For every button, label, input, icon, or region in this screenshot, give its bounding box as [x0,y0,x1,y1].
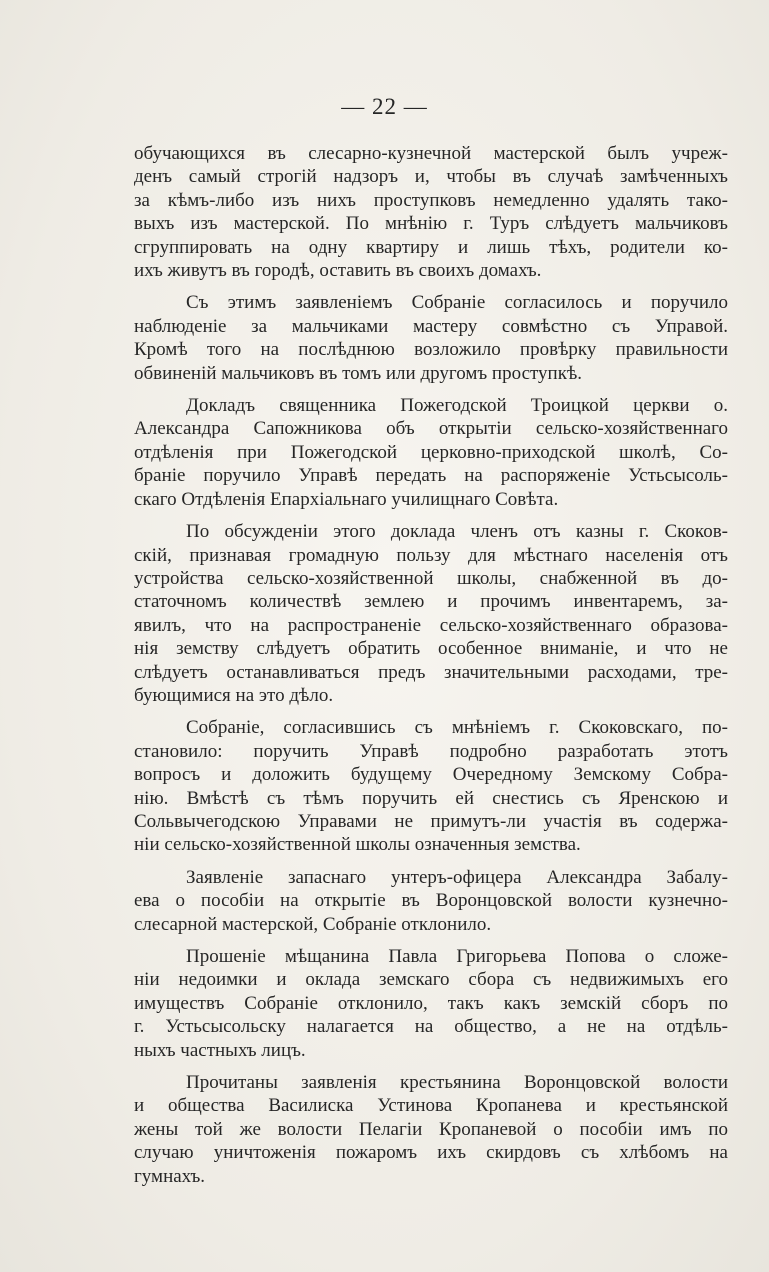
text-line: слѣдуетъ останавливаться предъ значительными расходами, тре- [134,661,728,683]
text-line: Заявленіе запаснаго унтеръ-офицера Александра Забалу- [186,866,728,888]
text-line: статочномъ количествѣ землею и прочимъ инвентаремъ, за- [134,591,728,613]
text-line: гумнахъ. [134,1165,206,1187]
text-line: скій, признавая громадную пользу для мѣстнаго населенія отъ [134,544,728,566]
text-line: браніе поручило Управѣ передать на распоряженіе Устьсысоль- [134,465,728,487]
text-line: бующимися на это дѣло. [134,684,334,706]
paragraph [134,945,728,1062]
paragraph [134,394,728,511]
paragraph [134,142,728,282]
text-line: ніи недоимки и оклада земскаго сбора съ недвижимыхъ его [134,969,728,991]
paragraph [134,1071,728,1188]
page-number: — 22 — [341,94,428,119]
text-line: По обсужденіи этого доклада членъ отъ казны г. Скоков- [186,521,728,543]
text-line: случаю уничтоженія пожаромъ ихъ скирдовъ съ хлѣбомъ на [134,1142,728,1164]
paragraph [134,716,728,856]
text-line: Прочитаны заявленія крестьянина Воронцовской волости [186,1072,728,1094]
text-line: скаго Отдѣленія Епархіальнаго училищнаго Совѣта. [134,488,559,510]
text-line: становило: поручить Управѣ подробно разработать этотъ [134,740,728,762]
text-line: ныхъ частныхъ лицъ. [134,1039,306,1061]
text-line: Съ этимъ заявленіемъ Собраніе согласилось и поручило [186,292,728,314]
text-line: Собраніе, согласившись съ мнѣніемъ г. Скоковскаго, по- [186,717,728,739]
text-line: обвиненій мальчиковъ въ томъ или другомъ проступкѣ. [134,362,583,384]
text-line: наблюденіе за мальчиками мастеру совмѣстно съ Управой. [134,315,728,337]
text-line: явилъ, что на распространеніе сельско-хозяйственнаго образова- [134,614,728,636]
text-line: Докладъ священника Пожегодской Троицкой церкви о. [186,395,728,417]
text-line: денъ самый строгій надзоръ и, чтобы въ случаѣ замѣченныхъ [134,166,728,188]
text-line: вопросъ и доложить будущему Очередному Земскому Собра- [134,764,728,786]
text-line: ихъ живутъ въ городѣ, оставить въ своихъ домахъ. [134,260,542,282]
text-line: имуществъ Собраніе отклонило, такъ какъ земскій сборъ по [134,992,728,1014]
text-line: слесарной мастерской, Собраніе отклонило. [134,913,492,935]
text-line: Сольвычегодскою Управами не примутъ-ли участія въ содержа- [134,810,728,832]
text-line: Александра Сапожникова объ открытіи сельско-хозяйственнаго [134,418,728,440]
text-line: нію. Вмѣстѣ съ тѣмъ поручить ей снестись съ Яренскою и [134,787,728,809]
text-line: Прошеніе мѣщанина Павла Григорьева Попова о сложе- [186,946,728,967]
paragraph [134,520,728,707]
text-line: Кромѣ того на послѣднюю возложило провѣрку правильности [134,339,728,361]
paragraph [134,291,728,385]
text-line: жены той же волости Пелагіи Кропаневой о пособіи имъ по [134,1118,728,1140]
text-line: устройства сельско-хозяйственной школы, снабженной въ до- [134,567,728,589]
text-line: нія земству слѣдуетъ обратить особенное вниманіе, и что не [134,638,728,660]
text-line: обучающихся въ слесарно-кузнечной мастерской былъ учреж- [134,143,728,164]
text-line: выхъ изъ мастерской. По мнѣнію г. Туръ слѣдуетъ мальчиковъ [134,213,728,235]
text-line: ева о пособіи на открытіе въ Воронцовской волости кузнечно- [134,890,728,912]
text-line: и общества Василиска Устинова Кропанева и крестьянской [134,1095,728,1117]
text-line: отдѣленія при Пожегодской церковно-приходской школѣ, Со- [134,441,728,463]
paragraph [134,866,728,936]
text-line: сгруппировать на одну квартиру и лишь тѣхъ, родители ко- [134,236,728,258]
text-line: ніи сельско-хозяйственной школы означенныя земства. [134,834,581,856]
text-line: за кѣмъ-либо изъ нихъ проступковъ немедленно удалять тако- [134,189,728,211]
text-line: г. Устьсысольску налагается на общество, а не на отдѣль- [134,1016,728,1038]
body-text [134,142,728,1197]
